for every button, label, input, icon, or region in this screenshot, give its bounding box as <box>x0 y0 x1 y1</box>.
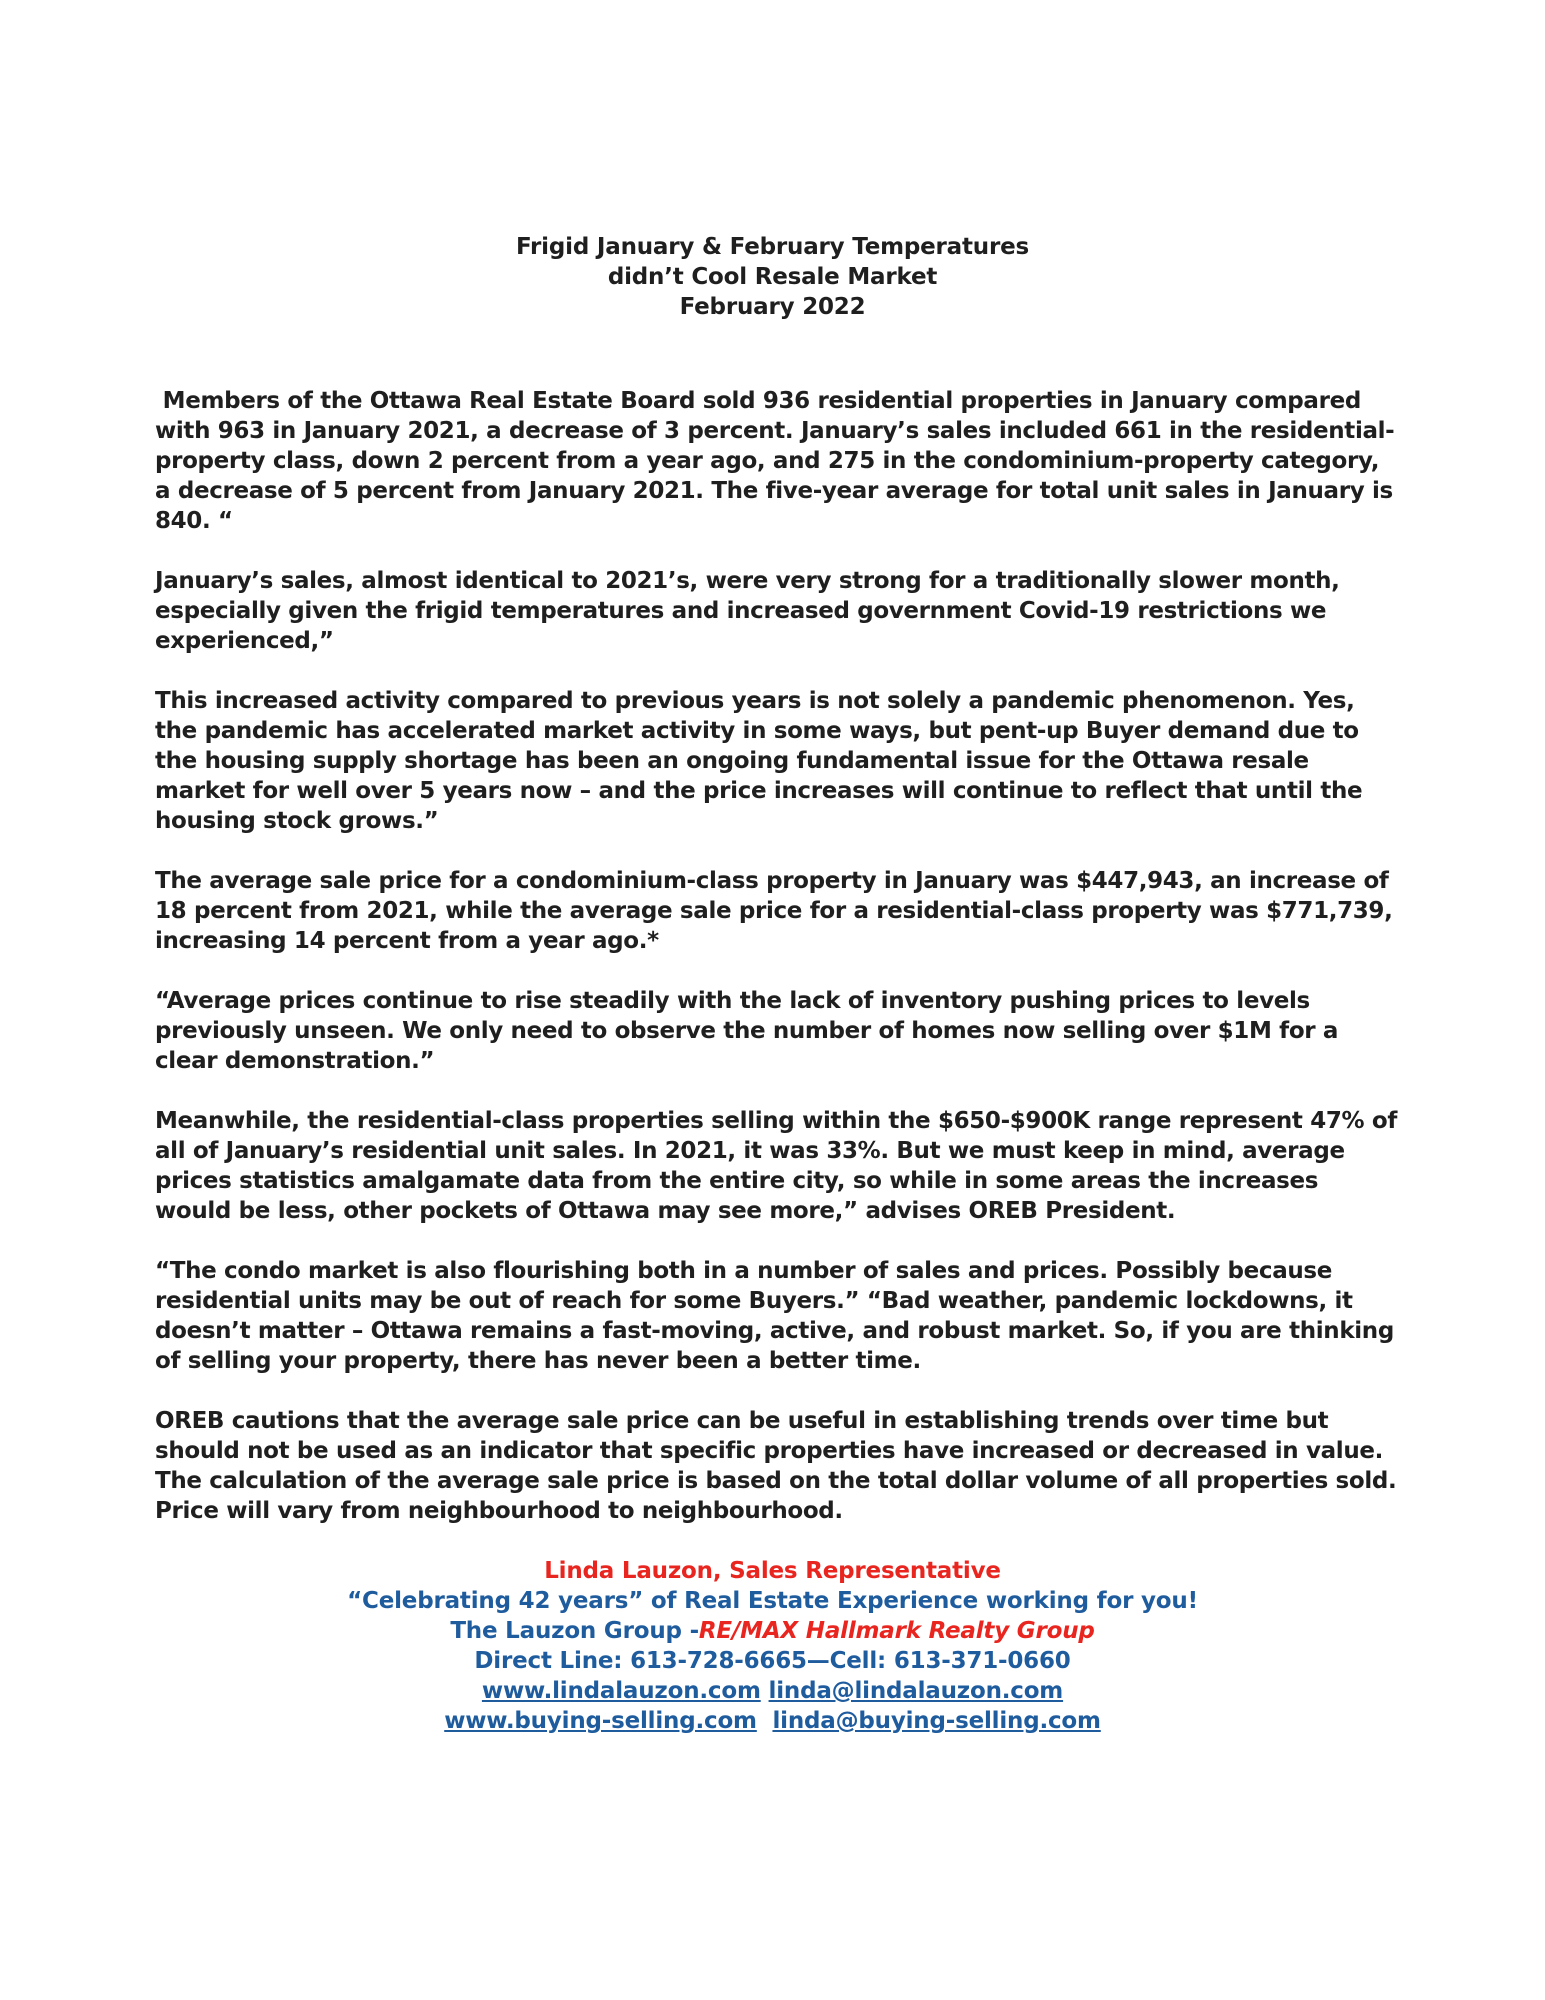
group-line <box>0 1616 1545 1646</box>
heading-line-1: Frigid January & February Temperatures <box>516 234 1029 260</box>
agent-name: Linda Lauzon, Sales Representative <box>544 1558 1001 1584</box>
paragraph-january-sales: January’s sales, almost identical to 2021’s, were very strong for a traditionally slower month, especially given the frigid temperatures and increased government Covid-19 restrictions we experienced,” <box>155 568 1340 654</box>
brokerage-name: RE/MAX Hallmark Realty Group <box>698 1618 1095 1644</box>
heading-date: February 2022 <box>679 294 866 320</box>
website-link-lindalauzon[interactable]: www.lindalauzon.com <box>481 1678 761 1704</box>
paragraph-average-prices: The average sale price for a condominium-class property in January was $447,943, an increase of 18 percent from 2021, while the average sale price for a residential-class property was $771,739, increasing 14 percent from a year ago.* <box>155 868 1393 954</box>
paragraph-oreb-cautions: OREB cautions that the average sale price can be useful in establishing trends over time but should not be used as an indicator that specific properties have increased or decreased in value. The calculation of the average sale price is based on the total dollar volume of all properties sold. Price will vary from neighbourhood to neighbourhood. <box>155 1408 1397 1524</box>
contact-line-1 <box>0 1676 1545 1706</box>
paragraph-increased-activity: This increased activity compared to previous years is not solely a pandemic phenomenon. Yes, the pandemic has accelerated market activity in some ways, but pent-up Buyer demand due to the housing supply shortage has been an ongoing fundamental issue for the Ottawa resale market for well over 5 years now – and the price increases will continue to reflect that until the housing stock grows.” <box>155 688 1363 834</box>
agent-tagline: “Celebrating 42 years” of Real Estate Experience working for you! <box>347 1588 1198 1614</box>
phone-numbers: Direct Line: 613-728-6665—Cell: 613-371-0660 <box>474 1648 1071 1674</box>
heading-line-2: didn’t Cool Resale Market <box>607 264 938 290</box>
paragraph-inventory-quote: “Average prices continue to rise steadily with the lack of inventory pushing prices to levels previously unseen. We only need to observe the number of homes now selling over $1M for a clear demonstration.” <box>155 988 1339 1074</box>
group-name: The Lauzon Group - <box>450 1618 699 1644</box>
email-link-lindalauzon[interactable]: linda@lindalauzon.com <box>768 1678 1064 1704</box>
article-body <box>155 386 1400 1556</box>
email-link-buying-selling[interactable]: linda@buying-selling.com <box>772 1708 1101 1734</box>
paragraph-condo-market: “The condo market is also flourishing both in a number of sales and prices. Possibly because residential units may be out of reach for some Buyers.” “Bad weather, pandemic lockdowns, it doesn’t matter – Ottawa remains a fast-moving, active, and robust market. So, if you are thinking of selling your property, there has never been a better time. <box>155 1258 1394 1374</box>
paragraph-price-range: Meanwhile, the residential-class properties selling within the $650-$900K range represent 47% of all of January’s residential unit sales. In 2021, it was 33%. But we must keep in mind, average prices statistics amalgamate data from the entire city, so while in some areas the increases would be less, other pockets of Ottawa may see more,” advises OREB President. <box>155 1108 1398 1224</box>
paragraph-sales-summary: Members of the Ottawa Real Estate Board sold 936 residential properties in January compared with 963 in January 2021, a decrease of 3 percent. January’s sales included 661 in the residential-property class, down 2 percent from a year ago, and 275 in the condominium-property category, a decrease of 5 percent from January 2021. The five-year average for total unit sales in January is 840. “ <box>155 388 1401 534</box>
document-heading <box>0 232 1545 322</box>
signature-block <box>0 1556 1545 1736</box>
website-link-buying-selling[interactable]: www.buying-selling.com <box>444 1708 757 1734</box>
contact-line-2 <box>0 1706 1545 1736</box>
